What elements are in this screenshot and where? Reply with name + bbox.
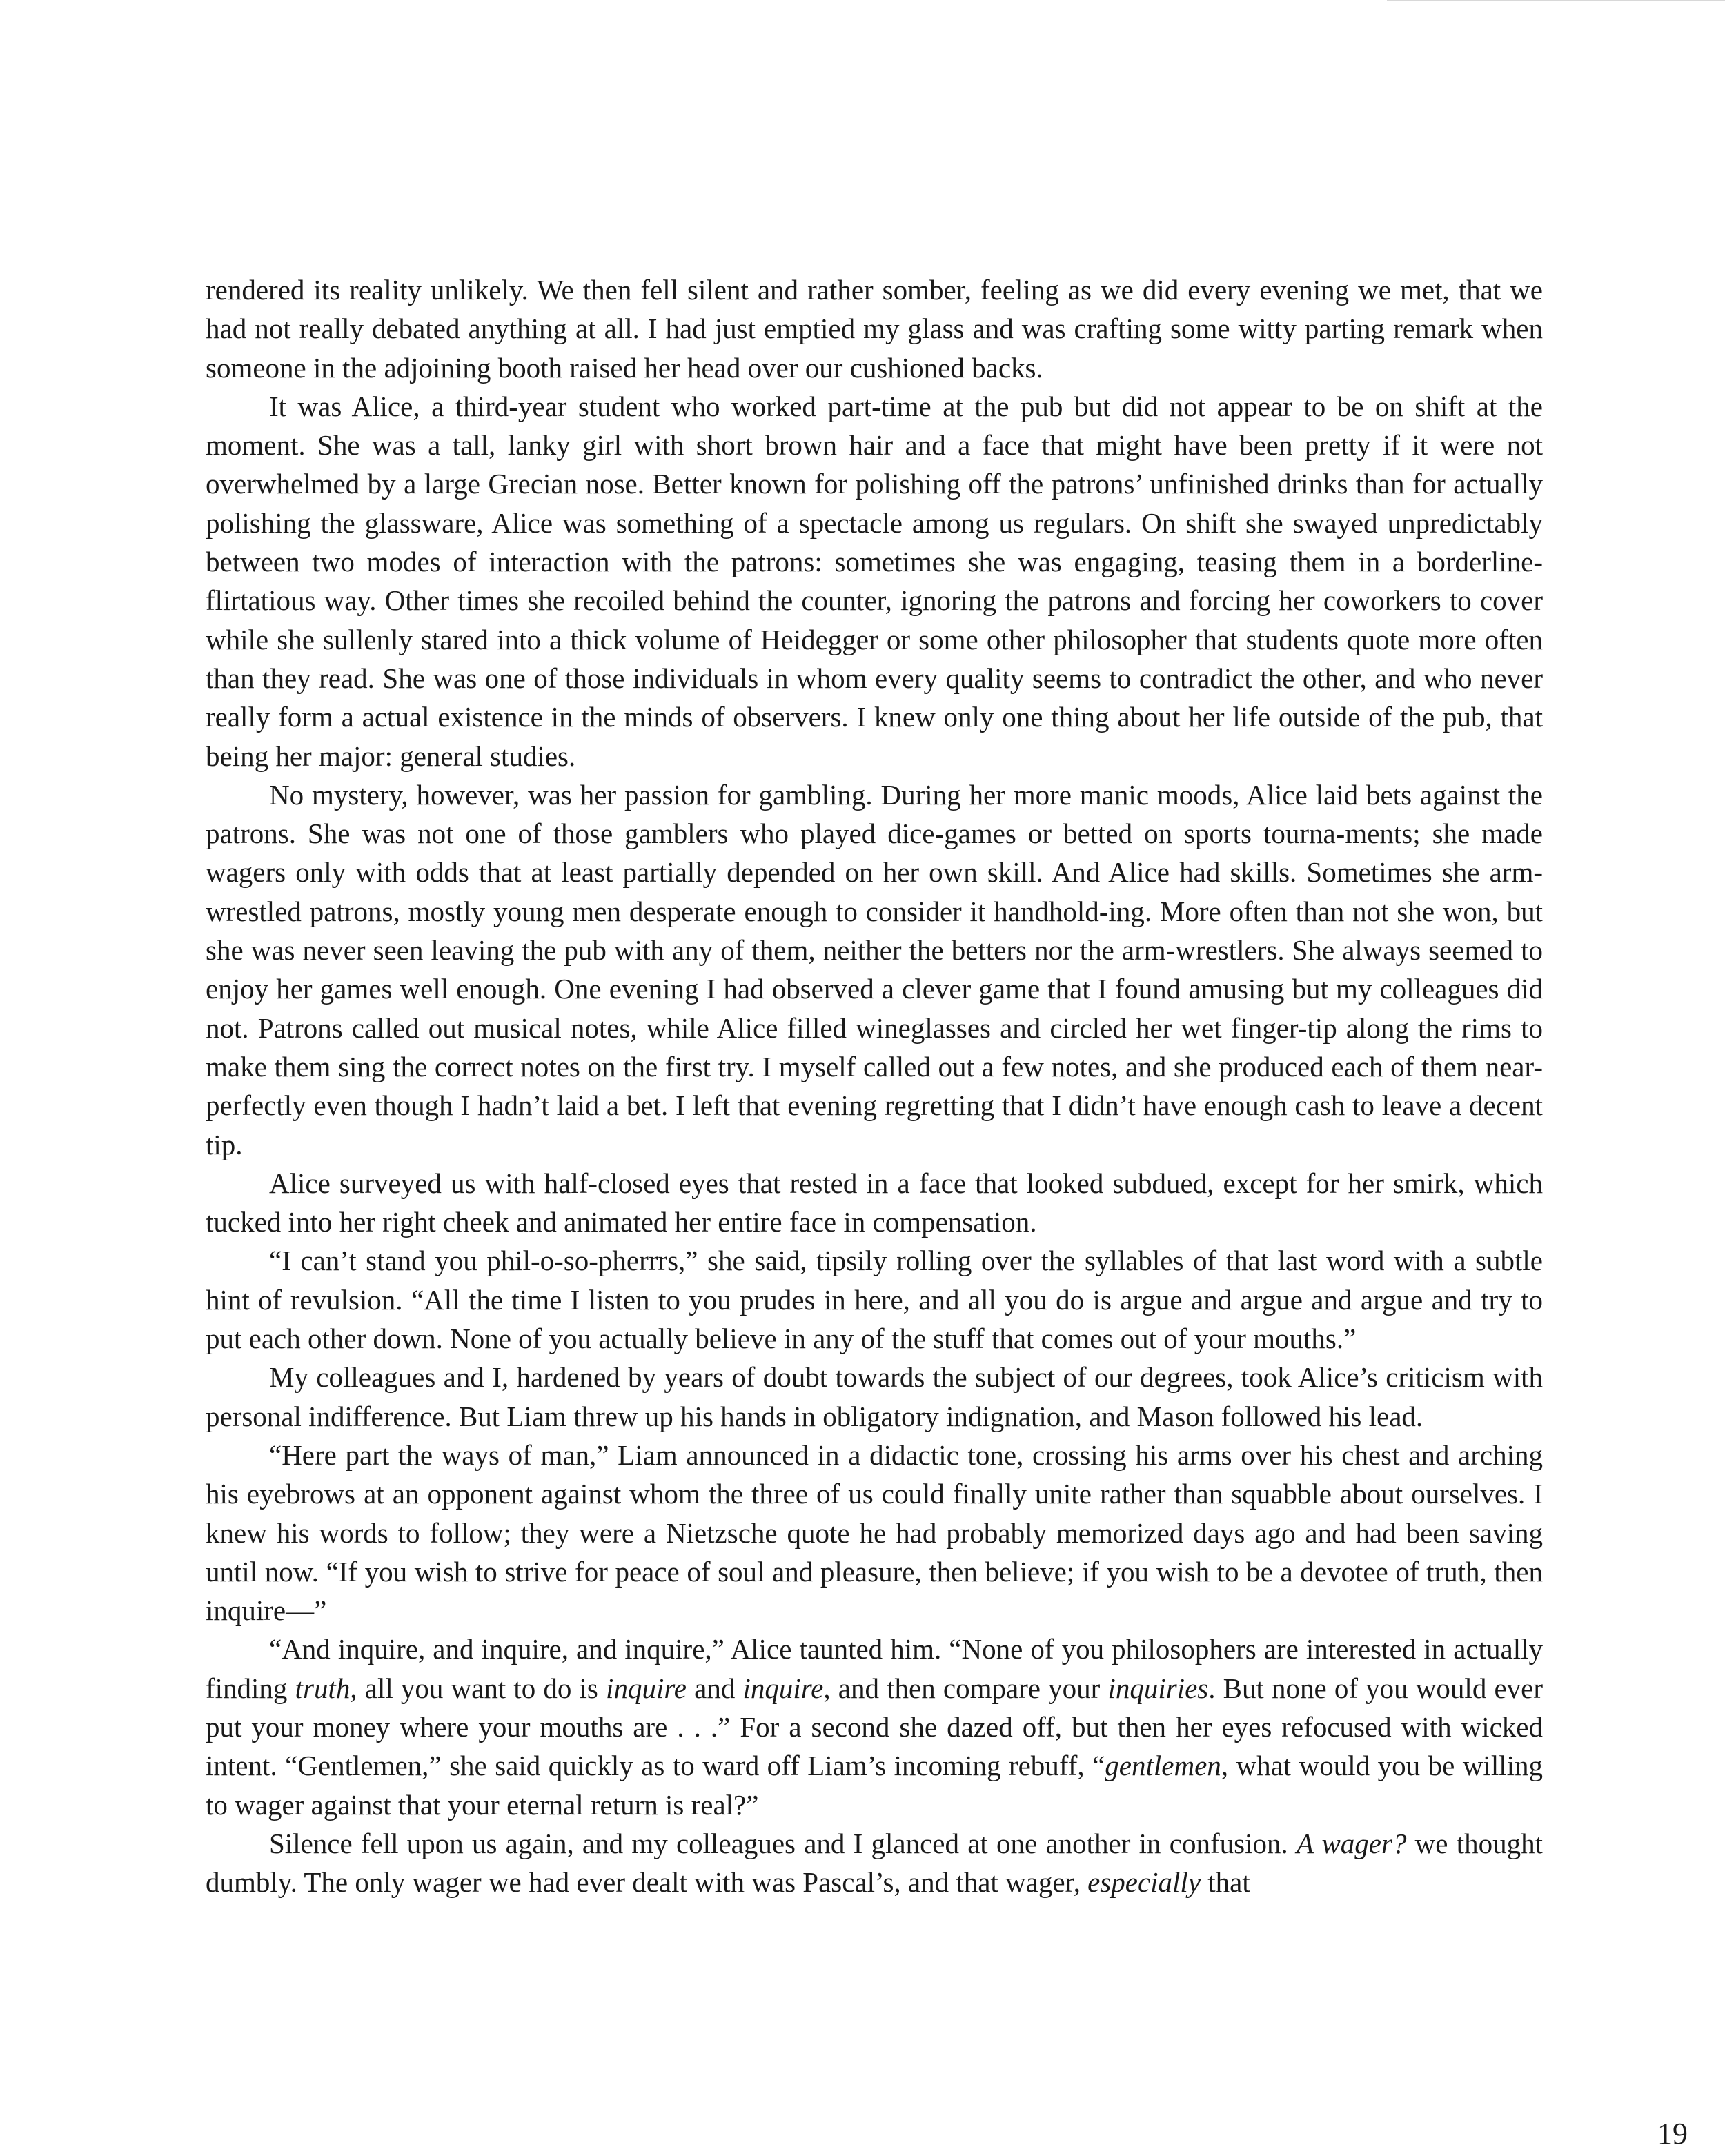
emphasis: inquire xyxy=(606,1672,687,1704)
text-run: and xyxy=(686,1672,743,1704)
body-text xyxy=(206,270,1543,1901)
text-run: that xyxy=(1201,1866,1250,1899)
text-run: , all you want to do is xyxy=(350,1672,607,1704)
paragraph: My colleagues and I, hardened by years of doubt towards the subject of our degrees, took Alice’s criticism with personal indifference. But Liam threw up his hands in obligatory indignation, and Mason followed his lead. xyxy=(206,1361,1543,1432)
page-number: 19 xyxy=(1657,2117,1688,2150)
paragraph: No mystery, however, was her passion for gambling. During her more manic moods, Alice laid bets against the patrons. She was not one of those gamblers who played dice-games or betted on sports tourna-ments; she made wagers only with odds that at least partially depended on her own skill. And Alice had skills. Sometimes she arm-wrestled patrons, mostly young men desperate enough to consider it handhold-ing. More often than not she won, but she was never seen leaving the pub with any of them, neither the betters nor the arm-wrestlers. She always seemed to enjoy her games well enough. One evening I had observed a clever game that I found amusing but my colleagues did not. Patrons called out musical notes, while Alice filled wineglasses and circled her wet finger-tip along the rims to make them sing the correct notes on the first try. I myself called out a few notes, and she produced each of them near-perfectly even though I hadn’t laid a bet. I left that evening regretting that I didn’t have enough cash to leave a decent tip. xyxy=(206,778,1543,1160)
paragraph: rendered its reality unlikely. We then fell silent and rather somber, feeling as we did every evening we met, that we had not really debated anything at all. I had just emptied my glass and was crafting some witty parting remark when someone in the adjoining booth raised her head over our cushioned backs. xyxy=(206,274,1543,384)
paragraph: Alice surveyed us with half-closed eyes that rested in a face that looked subdued, except for her smirk, which tucked into her right cheek and animated her entire face in compensation. xyxy=(206,1167,1543,1238)
paragraph: It was Alice, a third-year student who worked part-time at the pub but did not appear to be on shift at the moment. She was a tall, lanky girl with short brown hair and a face that might have been pretty if it were not overwhelmed by a large Grecian nose. Better known for polishing off the patrons’ unfinished drinks than for actually polishing the glassware, Alice was something of a spectacle among us regulars. On shift she swayed unpredictably between two modes of interaction with the patrons: sometimes she was engaging, teasing them in a borderline-flirtatious way. Other times she recoiled behind the counter, ignoring the patrons and forcing her coworkers to cover while she sullenly stared into a thick volume of Heidegger or some other philosopher that students quote more often than they read. She was one of those individuals in whom every quality seems to contradict the other, and who never really form a actual existence in the minds of observers. I knew only one thing about her life outside of the pub, that being her major: general studies. xyxy=(206,390,1543,772)
top-edge-rule xyxy=(1387,0,1725,1)
emphasis: gentlemen xyxy=(1105,1750,1221,1782)
text-run: Silence fell upon us again, and my colleagues and I glanced at one another in confusion. xyxy=(269,1827,1297,1859)
text-run: “And inquire, and inquire, and inquire,” Alice taunted him. “None of you philosophers are interested in actually finding xyxy=(206,1633,1543,1704)
text-run: , and then compare your xyxy=(823,1672,1108,1704)
text-run: , what would you be willing to wager against that your eternal return is real?” xyxy=(206,1750,1543,1821)
text-run: we thought dumbly. The only wager we had ever dealt with was Pascal’s, and that wager, xyxy=(206,1827,1543,1899)
emphasis: A wager? xyxy=(1296,1827,1407,1859)
paragraph: “I can’t stand you phil-o-so-pherrrs,” she said, tipsily rolling over the syllables of that last word with a subtle hint of revulsion. “All the time I listen to you prudes in here, and all you do is argue and argue and argue and try to put each other down. None of you actually believe in any of the stuff that comes out of your mouths.” xyxy=(206,1245,1543,1355)
emphasis: inquiries xyxy=(1107,1672,1209,1704)
emphasis: especially xyxy=(1087,1866,1201,1899)
paragraph xyxy=(206,1630,1543,1823)
paragraph: “Here part the ways of man,” Liam announced in a didactic tone, crossing his arms over his chest and arching his eyebrows at an opponent against whom the three of us could finally unite rather than squabble about ourselves. I knew his words to follow; they were a Nietzsche quote he had probably memorized days ago and had been saving until now. “If you wish to strive for peace of soul and pleasure, then believe; if you wish to be a devotee of truth, then inquire—” xyxy=(206,1438,1543,1627)
emphasis: inquire xyxy=(742,1672,824,1704)
text-run: . But none of you would ever put your money where your mouths are . . .” For a second she dazed off, but then her eyes refocused with wicked intent. “Gentlemen,” she said quickly as to ward off Liam’s incoming rebuff, “ xyxy=(206,1672,1544,1782)
emphasis: truth xyxy=(295,1672,351,1704)
paragraph xyxy=(206,1824,1543,1902)
